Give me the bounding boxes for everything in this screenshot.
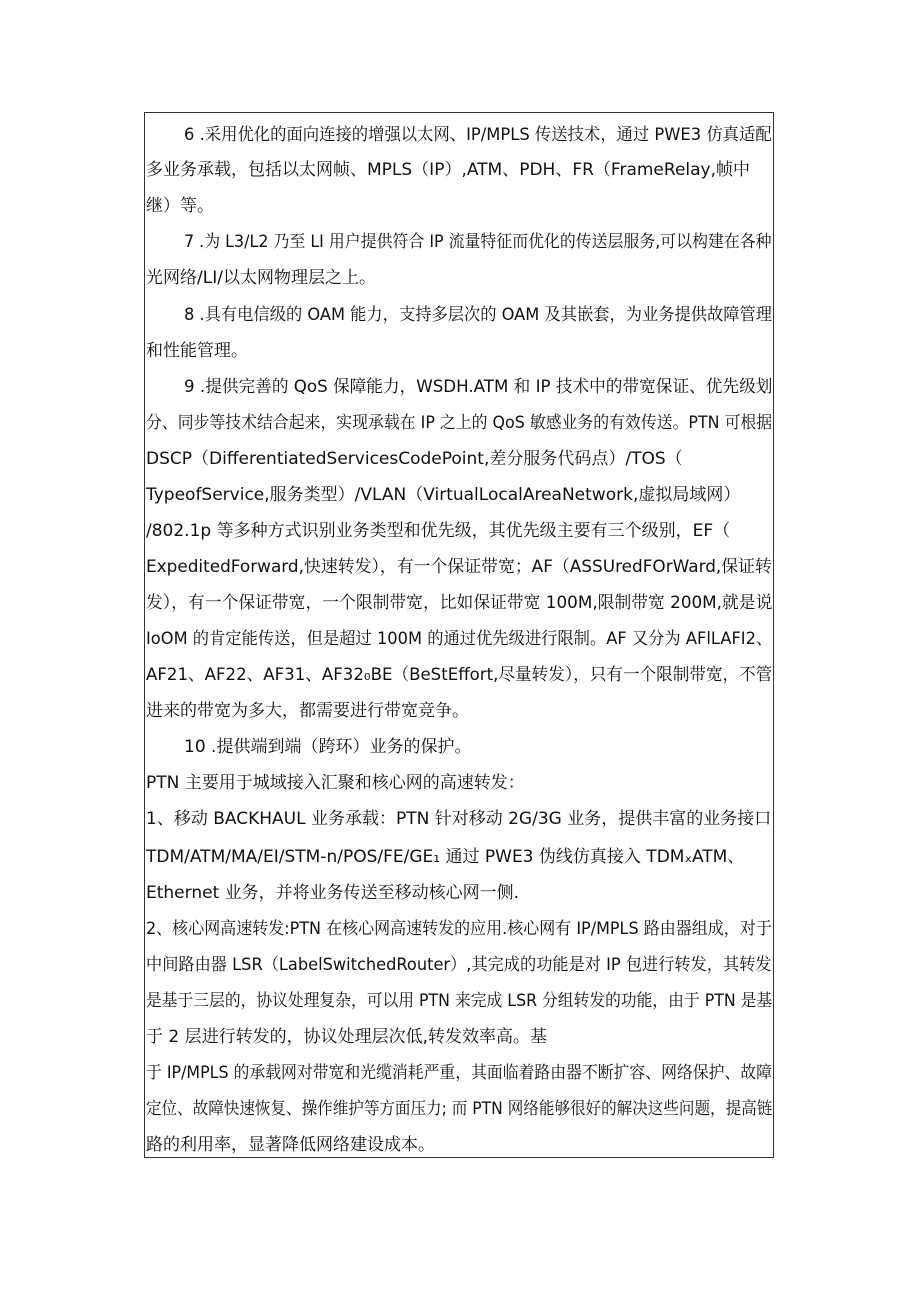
- text-line: 继）等。: [146, 196, 214, 216]
- text-line: AF21、AF22、AF31、AF32₀BE（BeStEffort,尽量转发），只有一个限制带宽，不管: [146, 665, 773, 685]
- text-line: TDM/ATM/MA/EI/STM-n/POS/FE/GE₁ 通过 PWE3 伪线仿真接入 TDMₓATM、: [146, 847, 745, 867]
- text-line: 中间路由器 LSR（LabelSwitchedRouter）,其完成的功能是对 IP 包进行转发，其转发: [146, 955, 772, 975]
- text-line: 和性能管理。: [146, 341, 248, 361]
- text-line: 光网络/LI/以太网物理层之上。: [146, 268, 376, 288]
- text-line: 进来的带宽为多大，都需要进行带宽竞争。: [146, 701, 469, 721]
- text-line: 是基于三层的，协议处理复杂，可以用 PTN 来完成 LSR 分组转发的功能，由于 PTN 是基: [146, 991, 773, 1011]
- text-line: ExpeditedForward,快速转发），有一个保证带宽；AF（ASSUredFOrWard,保证转: [146, 557, 772, 577]
- text-line: 8 .具有电信级的 OAM 能力，支持多层次的 OAM 及其嵌套，为业务提供故障管理: [184, 305, 773, 325]
- text-line: 9 .提供完善的 QoS 保障能力，WSDH.ATM 和 IP 技术中的带宽保证、优先级划: [184, 377, 773, 397]
- text-line: 于 IP/MPLS 的承载网对带宽和光缆消耗严重，其面临着路由器不断扩容、网络保护、故障: [146, 1063, 772, 1083]
- text-line: DSCP（DifferentiatedServicesCodePoint,差分服务代码点）/TOS（: [146, 449, 683, 469]
- text-line: Ethernet 业务，并将业务传送至移动核心网一侧.: [146, 883, 520, 903]
- text-line: 路的利用率，显著降低网络建设成本。: [146, 1135, 435, 1155]
- text-line: 分、同步等技术结合起来，实现承载在 IP 之上的 QoS 敏感业务的有效传送。PTN 可根据: [146, 413, 773, 433]
- text-line: 6 .采用优化的面向连接的增强以太网、IP/MPLS 传送技术，通过 PWE3 仿真适配: [184, 125, 772, 145]
- text-line: 10 .提供端到端（跨环）业务的保护。: [184, 737, 472, 757]
- text-line: 于 2 层进行转发的，协议处理层次低,转发效率高。基: [146, 1027, 548, 1047]
- text-line: 7 .为 L3/L2 乃至 LI 用户提供符合 IP 流量特征而优化的传送层服务,可以构建在各种: [184, 232, 772, 252]
- text-line: 多业务承载，包括以太网帧、MPLS（IP）,ATM、PDH、FR（FrameRelay,帧中: [146, 160, 751, 180]
- text-line: 定位、故障快速恢复、操作维护等方面压力; 而 PTN 网络能够很好的解决这些问题，提高链: [146, 1099, 773, 1119]
- text-line: IoOM 的肯定能传送，但是超过 100M 的通过优先级进行限制。AF 又分为 AFlLAFI2、: [146, 629, 773, 649]
- text-line: 发），有一个保证带宽，一个限制带宽，比如保证带宽 100M,限制带宽 200M,就是说: [146, 593, 773, 613]
- text-line: 2、核心网高速转发:PTN 在核心网高速转发的应用.核心网有 IP/MPLS 路由器组成，对于: [146, 919, 772, 939]
- text-line: /802.1p 等多种方式识别业务类型和优先级，其优先级主要有三个级别，EF（: [146, 521, 731, 541]
- text-line: 1、移动 BACKHAUL 业务承载：PTN 针对移动 2G/3G 业务，提供丰富的业务接口: [146, 809, 772, 829]
- text-line: PTN 主要用于城域接入汇聚和核心网的高速转发：: [146, 773, 525, 793]
- text-line: TypeofService,服务类型）/VLAN（VirtualLocalAreaNetwork,虚拟局域网）: [146, 485, 741, 505]
